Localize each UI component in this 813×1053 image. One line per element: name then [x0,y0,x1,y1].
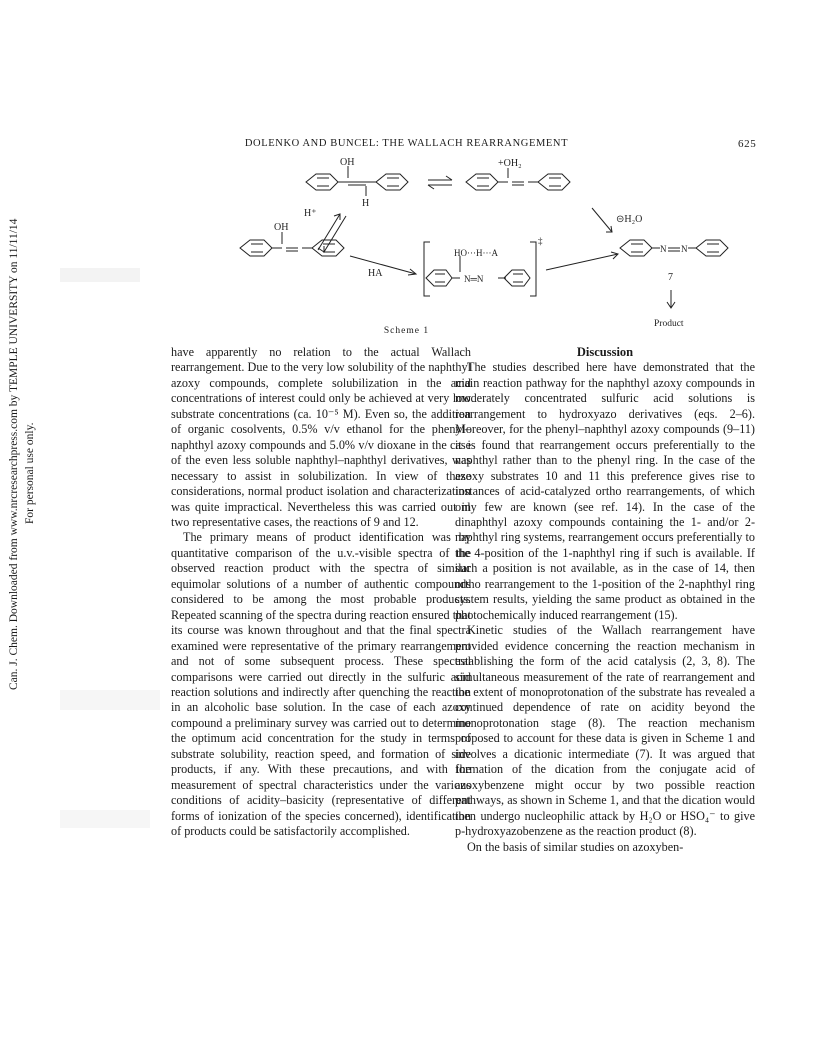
section-heading-discussion: Discussion [576,345,634,359]
label-compound-7: 7 [668,272,673,283]
right-column [455,345,755,855]
label-ha: HA [368,268,383,279]
label-azo-n1: N [660,244,667,254]
left-column [171,345,471,840]
label-ts-charge: ‡ [538,236,543,246]
reaction-scheme [220,152,740,342]
paragraph: have apparently no relation to the actual Wallach rearrangement. Due to the very low solubility of the naphthyl azoxy compounds, complete solubilization in the acid concentrations of interest could only be achieved at very low substrate concentrations (ca. 10⁻⁵ M). Even so, the addition of organic cosolvents, 0.5% v/v ethanol for the phenyl–naphthyl azoxy compounds and 5.0% v/v dioxane in the case of the even less soluble naphthyl–naphthyl derivatives, was necessary to assist in solubilization. In view of these considerations, normal product isolation and characterization was quite impractical. Nevertheless this was carried out in two representative cases, the reactions of 9 and 12. [171,345,471,529]
benzene-ring-ts-a [426,270,452,286]
scan-artifact [60,690,160,710]
benzene-ring-top-right-a [466,174,498,190]
benzene-ring-start-a [240,240,272,256]
label-ts-bottom: N═N [464,274,484,284]
benzene-ring-top-right-b [538,174,570,190]
label-oh2-top-right: +OH₂ [498,158,522,169]
running-title: DOLENKO AND BUNCEL: THE WALLACH REARRANGEMENT [244,138,569,149]
label-h-plus: H⁺ [304,208,317,219]
scan-artifact [60,268,140,282]
label-oh-start: OH [274,222,289,233]
label-minus-h2o: ⊝H₂O [616,214,643,225]
page-number: 625 [738,138,757,150]
download-notice-line-1: Can. J. Chem. Downloaded from www.nrcresearchpress.com by TEMPLE UNIVERSITY on 11/11/14 [8,218,20,690]
benzene-ring-ts-b [504,270,530,286]
paragraph: The primary means of product identification was by quantitative comparison of the u.v.-visible spectra of the observed reaction product with the spectra of similar equimolar solutions of a number of authentic compounds considered to be among the most probable products. Repeated scanning of the spectra during reaction ensured that its course was known throughout and that the final spectra examined were representative of the primary rearrangement and not of some subsequent process. These spectral comparisons were carried out directly in the sulfuric acid reaction solutions and indirectly after quenching the reaction in an alcoholic base solution. In the case of each azoxy compound a preliminary survey was carried out to determine the optimum acid concentration for the study in terms of substrate solubility, reaction speed, and formation of side products, if any. With these precautions, and with the measurement of spectral characteristics under the various conditions of acidity–basicity (representative of different forms of ionization of the species concerned), identification of products could be satisfactorily accomplished. [171,530,471,839]
benzene-ring-top-left-a [306,174,338,190]
benzene-ring-top-left-b [376,174,408,190]
label-product: Product [654,319,684,329]
paragraph: The studies described here have demonstrated that the main reaction pathway for the naphthyl azoxy compounds in moderately concentrated sulfuric acid solutions is rearrangement to hydroxyazo derivatives (eqs. 2–6). Moreover, for the phenyl–naphthyl azoxy compounds (9–11) it is found that rearrangement occurs preferentially to the naphthyl rather than to the phenyl ring. In the case of the azoxy substrates 10 and 11 this preference gives rise to instances of acid-catalyzed ortho rearrangements, of which only few are known (see ref. 14). In the case of the dinaphthyl azoxy compounds containing the 1- and/or 2-naphthyl ring systems, rearrangement occurs preferentially to the 4-position of the 1-naphthyl ring if such is available. If such a position is not available, as in the case of 14, then ortho rearrangement to the 1-position of the 2-naphthyl ring system results, yielding the same product as obtained in the photochemically induced rearrangement (15). [455,360,755,622]
benzene-ring-dication-b [696,240,728,256]
label-ts-top: HO···H···A [454,248,498,258]
label-azo-n2: N [681,244,688,254]
paragraph: On the basis of similar studies on azoxyben- [467,839,684,854]
download-notice-line-2: For personal use only. [24,422,36,524]
scheme-caption: Scheme 1 [383,326,430,336]
benzene-ring-dication-a [620,240,652,256]
paragraph: Kinetic studies of the Wallach rearrangement have provided evidence concerning the reaction mechanism in establishing the form of the acid catalysis (2, 3, 8). The simultaneous measurement of the rate of rearrangement and the extent of monoprotonation of the substrate has revealed a continued dependence of rate on acidity beyond the monoprotonation stage (8). The reaction mechanism proposed to account for these data is given in Scheme 1 and involves a dicationic intermediate (7). It was argued that formation of the dication from the conjugate acid of azoxybenzene might occur by two possible reaction pathways, as shown in Scheme 1, and that the dication would then undergo nucleophilic attack by H₂O or HSO₄⁻ to give p-hydroxyazobenzene as the reaction product (8). [455,623,755,839]
benzene-ring-start-b [312,240,344,256]
label-oh-top-left: OH [340,157,355,168]
label-h-below: H [362,198,370,209]
download-notice [2,218,38,690]
scan-artifact [60,810,150,828]
